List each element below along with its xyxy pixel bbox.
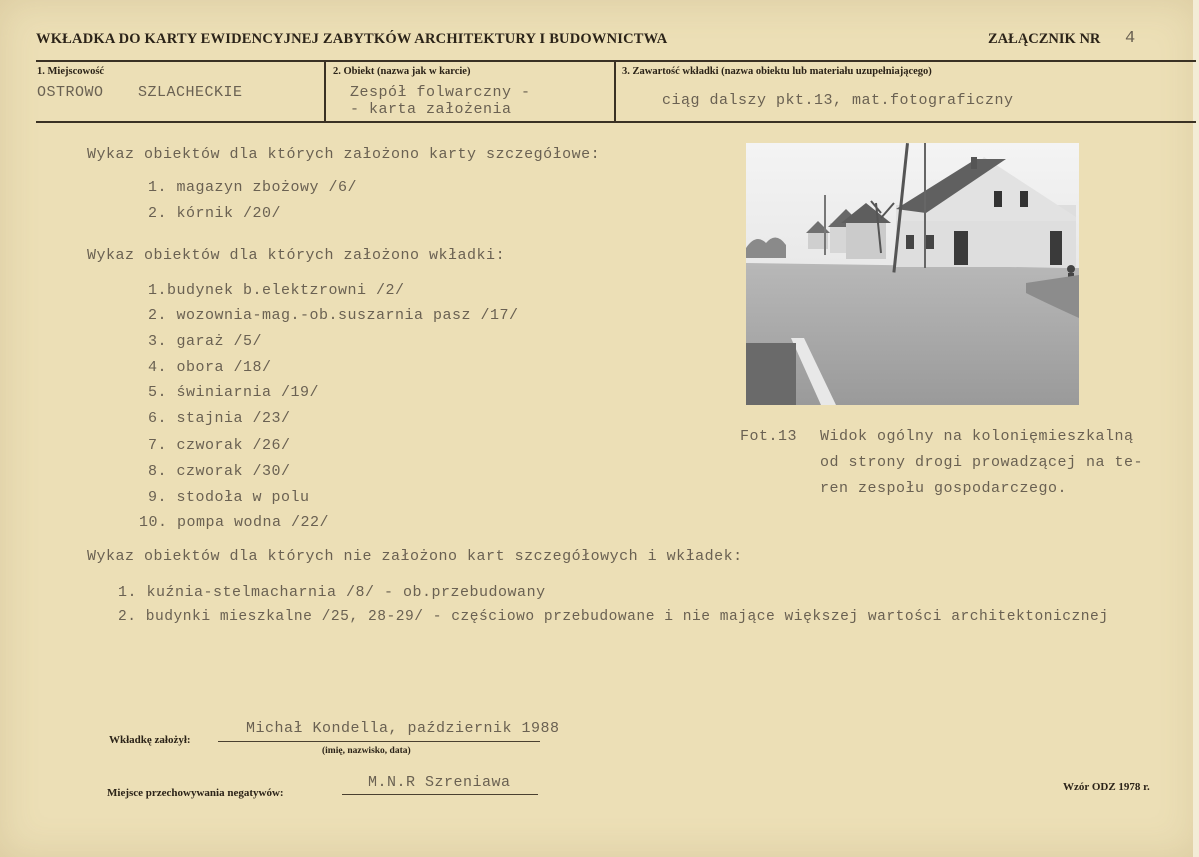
fields-bottom-rule xyxy=(36,121,1196,123)
content-value: ciąg dalszy pkt.13, mat.fotograficzny xyxy=(662,92,1014,109)
place-value-1: OSTROWO xyxy=(37,84,104,101)
insert-item: 4. obora /18/ xyxy=(148,359,272,376)
photo-caption-line: ren zespołu gospodarczego. xyxy=(820,480,1068,497)
insert-item: 1.budynek b.elektzrowni /2/ xyxy=(148,282,405,299)
detailed-heading: Wykaz obiektów dla których założono karty szczegółowe: xyxy=(87,146,601,163)
street-photo xyxy=(746,143,1079,405)
object-value-1: Zespół folwarczny - xyxy=(350,84,531,101)
place-value-2: SZLACHECKIE xyxy=(138,84,243,101)
annex-label: ZAŁĄCZNIK NR xyxy=(988,31,1101,47)
insert-item: 10. pompa wodna /22/ xyxy=(139,514,330,531)
storage-label: Miejsce przechowywania negatywów: xyxy=(107,787,284,799)
annex-number: 4 xyxy=(1125,29,1136,48)
place-label: 1. Miejscowość xyxy=(37,66,105,77)
inserts-heading: Wykaz obiektów dla których założono wkładki: xyxy=(87,247,506,264)
form-title: WKŁADKA DO KARTY EWIDENCYJNEJ ZABYTKÓW ARCHITEKTURY I BUDOWNICTWA xyxy=(36,31,668,47)
author-line xyxy=(218,741,540,742)
object-label: 2. Obiekt (nazwa jak w karcie) xyxy=(333,66,471,77)
none-heading: Wykaz obiektów dla których nie założono kart szczegółowych i wkładek: xyxy=(87,548,743,565)
insert-item: 8. czworak /30/ xyxy=(148,463,291,480)
storage-value: M.N.R Szreniawa xyxy=(368,774,511,791)
insert-item: 7. czworak /26/ xyxy=(148,437,291,454)
detailed-item: 1. magazyn zbożowy /6/ xyxy=(148,179,358,196)
insert-item: 3. garaż /5/ xyxy=(148,333,263,350)
object-value-2: - karta założenia xyxy=(350,101,512,118)
insert-item: 9. stodoła w polu xyxy=(148,489,310,506)
insert-item: 6. stajnia /23/ xyxy=(148,410,291,427)
content-label: 3. Zawartość wkładki (nazwa obiektu lub materiału uzupełniającego) xyxy=(622,66,932,77)
author-label: Wkładkę założył: xyxy=(109,734,191,746)
header-rule xyxy=(36,60,1196,62)
insert-item: 2. wozownia-mag.-ob.suszarnia pasz /17/ xyxy=(148,307,519,324)
author-hint: (imię, nazwisko, data) xyxy=(322,746,411,756)
form-code: Wzór ODZ 1978 r. xyxy=(1063,781,1150,793)
photo-caption-line: od strony drogi prowadzącej na te- xyxy=(820,454,1144,471)
insert-item: 5. świniarnia /19/ xyxy=(148,384,320,401)
author-value: Michał Kondella, październik 1988 xyxy=(246,720,560,737)
none-item: 1. kuźnia-stelmacharnia /8/ - ob.przebudowany xyxy=(118,584,546,601)
field-divider-2 xyxy=(614,62,616,121)
field-divider-1 xyxy=(324,62,326,121)
photo-caption-label: Fot.13 xyxy=(740,428,798,445)
photo-caption-line: Widok ogólny na kolonięmieszkalną xyxy=(820,428,1134,445)
card-edge xyxy=(1193,0,1199,857)
none-item: 2. budynki mieszkalne /25, 28-29/ - częściowo przebudowane i nie mające większej wartości architektonicznej xyxy=(118,609,1109,625)
detailed-item: 2. kórnik /20/ xyxy=(148,205,282,222)
storage-line xyxy=(342,794,538,795)
